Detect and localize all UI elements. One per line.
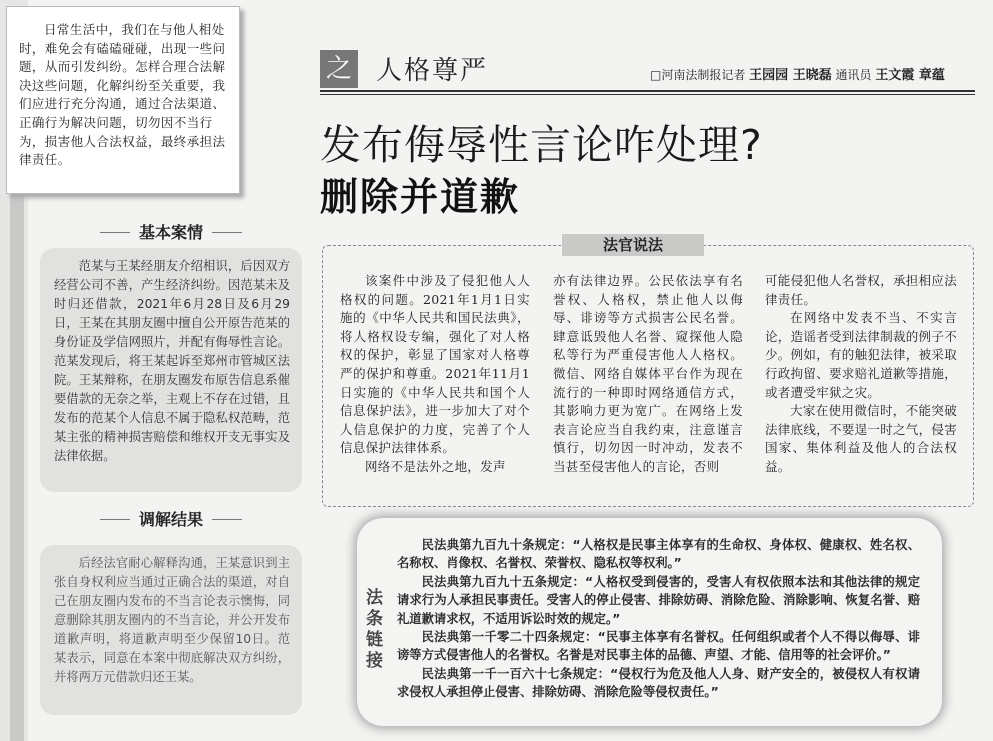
basic-case-title: 基本案情 xyxy=(138,223,203,242)
law-link-label: 法条链接 xyxy=(366,588,383,671)
judge-col1-paragraph-2: 网络不是法外之地，发声 xyxy=(365,458,506,474)
left-margin-bar xyxy=(10,170,24,741)
column-name: 人格尊严 xyxy=(376,56,489,86)
judge-col2-paragraph: 亦有法律边界。公民依法享有名誉权、人格权，禁止他人以侮辱、诽谤等方式损害公民名誉。肆意诋毁他人名誉、窥探他人隐私等行为严重侵害他人人格权。微信、网络自媒体平台作为现在流行的一种即时网络通信方式，其影响力更为宽广。在网络上发表言论应当自我约束，注意谨言慎行，切勿因一时冲动，发表不当甚至侵害他人的言论，否则 xyxy=(553,273,743,474)
headline-sub: 删除并道歉 xyxy=(320,175,521,219)
law-item: 民法典第九百九十条规定：“人格权是民事主体享有的生命权、身体权、健康权、姓名权、名称权、肖像权、名誉权、荣誉权、隐私权等权利。” xyxy=(397,538,920,571)
byline xyxy=(650,64,945,83)
law-item: 民法典第一千一百六十七条规定：“侵权行为危及他人人身、财产安全的，被侵权人有权请求侵权人承担停止侵害、排除妨碍、消除危险等侵权责任。” xyxy=(397,666,920,700)
judge-column-2 xyxy=(553,272,743,477)
law-item: 民法典第九百九十五条规定：“人格权受到侵害的，受害人有权依照本法和其他法律的规定请求行为人承担民事责任。受害人的停止侵害、排除妨碍、消除危险、消除影响、恢复名誉、赔礼道歉请求权，不适用诉讼时效的规定。” xyxy=(397,574,920,626)
correspondents: 王文霞 章蕴 xyxy=(875,68,945,83)
masthead-rule xyxy=(320,90,975,92)
headline-main: 发布侮辱性言论咋处理? xyxy=(320,121,763,169)
judge-col3-paragraph-2: 在网络中发表不当、不实言论，造谣者受到法律制裁的例子不少。例如，有的触犯法律，被采取行政拘留、要求赔礼道歉等措施，或者遭受牢狱之灾。 xyxy=(765,310,958,400)
basic-case-text: 范某与王某经朋友介绍相识，后因双方经营公司不善，产生经济纠纷。因范某未及时归还借款，2021年6月28日及6月29日，王某在其朋友圈中擅自公开原告范某的身份证及学信网照片，并配有侮辱性言论。范某发现后，将王某起诉至郑州市管城区法院。王某辩称，在朋友圈发布原告信息系催要借款的无奈之举，主观上不存在过错，且发布的范某个人信息不属于隐私权范畴，范某主张的精神损害赔偿和维权开支无事实及法律依据。 xyxy=(54,259,290,463)
byline-middle: 通讯员 xyxy=(835,68,872,82)
mediation-box xyxy=(40,545,302,715)
mediation-heading xyxy=(40,507,302,530)
judge-column-3 xyxy=(765,272,957,477)
mediation-text: 后经法官耐心解释沟通，王某意识到主张自身权利应当通过正确合法的渠道，对自己在朋友圈内发布的不当言论表示懊悔，同意删除其朋友圈内的不当言论，并公开发布道歉声明，将道歉声明至少保留10日。范某表示，同意在本案中彻底解决双方纠纷，并将两万元借款归还王某。 xyxy=(54,556,290,684)
reporters: 王园园 王晓磊 xyxy=(749,68,832,83)
judge-col1-paragraph-1: 该案件中涉及了侵犯他人人格权的问题。2021年1月1日实施的《中华人民共和国民法典》，将人格权设专编，强化了对人格权的保护，彰显了国家对人格尊严的保护和尊重。2021年11月1日实施的《中华人民共和国个人信息保护法》，进一步加大了对个人信息保护的力度，完善了个人信息保护法律体系。 xyxy=(340,273,530,456)
masthead-rule-thin xyxy=(320,94,975,95)
judge-col3-paragraph-3: 大家在使用微信时，不能突破法律底线，不要逞一时之气，侵害国家、集体利益及他人的合法权益。 xyxy=(765,403,958,474)
intro-text: 日常生活中，我们在与他人相处时，难免会有磕磕碰碰，出现一些问题，从而引发纠纷。怎样合理合法解决这些问题，化解纠纷至关重要，我们应进行充分沟通，通过合法渠道、正确行为解决问题，切勿因不当行为，损害他人合法权益，最终承担法律责任。 xyxy=(19,22,226,168)
law-item: 民法典第一千零二十四条规定：“民事主体享有名誉权。任何组织或者个人不得以侮辱、诽谤等方式侵害他人的名誉权。名誉是对民事主体的品德、声望、才能、信用等的社会评价。” xyxy=(397,630,920,663)
byline-prefix: □河南法制报记者 xyxy=(650,68,746,82)
judge-title: 法官说法 xyxy=(562,234,704,256)
judge-col3-paragraph-1: 可能侵犯他人名誉权，承担相应法律责任。 xyxy=(765,273,958,307)
basic-case-heading xyxy=(40,220,302,243)
intro-box xyxy=(6,6,240,194)
law-link-panel xyxy=(357,518,942,726)
judge-column-1 xyxy=(340,272,530,477)
mediation-title: 调解结果 xyxy=(138,510,203,529)
basic-case-box xyxy=(40,248,302,492)
column-badge: 之 xyxy=(320,50,358,88)
